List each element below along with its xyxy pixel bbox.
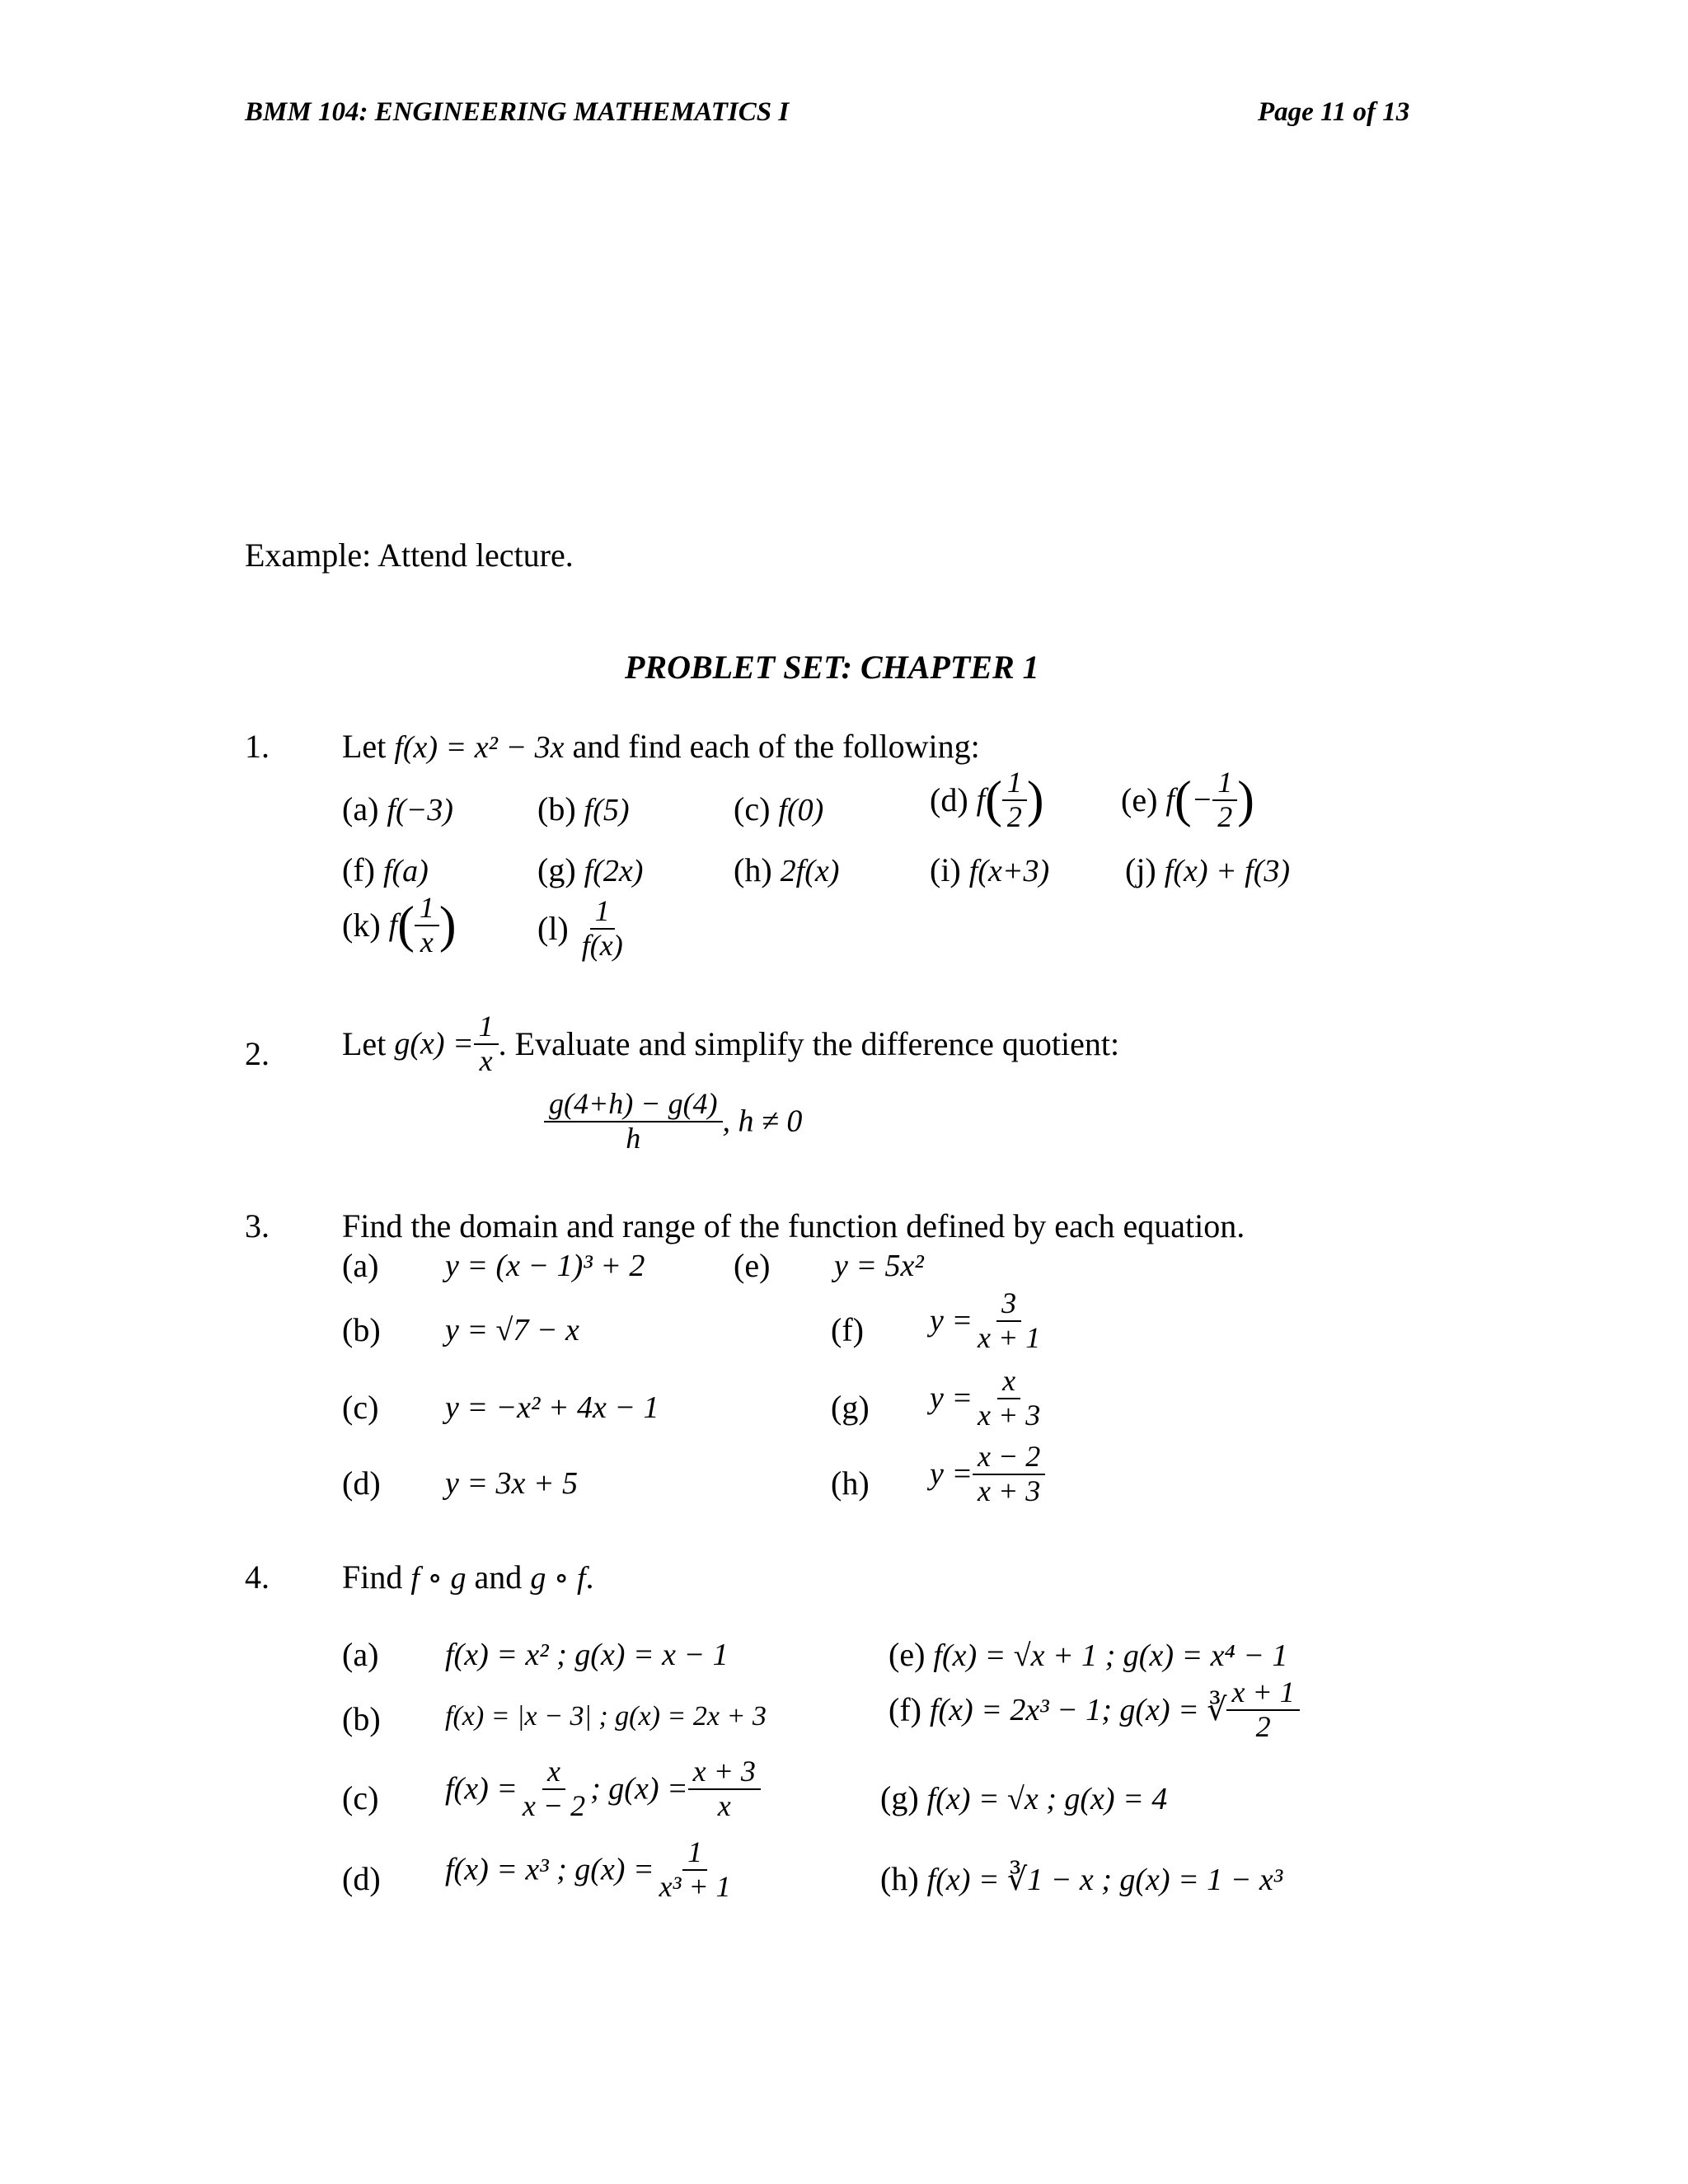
- q4-item-d-expr: f(x) = x³ ; g(x) = $\frac{1}{\text{x³ + 1}}$: [445, 1835, 731, 1903]
- section-title: PROBLET SET: CHAPTER 1: [625, 649, 1039, 686]
- q1-item-i: (i) f(x+3): [930, 851, 1050, 888]
- q3-item-a-expr: y = (x − 1)³ + 2: [445, 1249, 645, 1283]
- q1-function: f(x) = x² − 3x: [394, 730, 565, 765]
- q4-item-f: (f) f(x) = 2x³ − 1; g(x) = ∛ $\frac{x + 1}{2}$: [889, 1676, 1300, 1743]
- q1-prefix: Let: [342, 728, 387, 765]
- q4-item-d-label: (d): [342, 1860, 381, 1897]
- question-1-stem: [342, 727, 980, 766]
- q3-item-a-label: (a): [342, 1247, 379, 1284]
- question-3-stem: Find the domain and range of the function defined by each equation.: [342, 1207, 1245, 1244]
- q4-item-b-expr: f(x) = |x − 3| ; g(x) = 2x + 3: [445, 1701, 767, 1732]
- q3-item-b-label: (b): [342, 1311, 381, 1348]
- q3-item-d-expr: y = 3x + 5: [445, 1466, 579, 1501]
- q3-item-c-label: (c): [342, 1389, 379, 1426]
- question-2-number: 2.: [245, 1035, 270, 1072]
- q1-item-c: (c) f(0): [734, 790, 824, 827]
- question-3-number: 3.: [245, 1207, 270, 1244]
- question-4-number: 4.: [245, 1558, 270, 1596]
- q4-item-a-label: (a): [342, 1636, 379, 1673]
- header-page-number: Page 11 of 13: [1258, 97, 1410, 127]
- q3-item-h-label: (h): [831, 1465, 870, 1502]
- q1-item-g: (g) f(2x): [537, 851, 644, 888]
- q4-item-h: (h) f(x) = ∛1 − x ; g(x) = 1 − x³: [880, 1860, 1283, 1897]
- q3-item-b-expr: y = √7 − x: [445, 1313, 579, 1347]
- question-4-stem: Find f ∘ g and g ∘ f.: [342, 1558, 594, 1596]
- q3-item-f-label: (f): [831, 1311, 864, 1348]
- q1-item-f: (f) f(a): [342, 851, 429, 888]
- q3-item-h-expr: y = $\frac{x - 2}{x + 3}$: [930, 1441, 1045, 1507]
- q3-item-e-expr: y = 5x²: [834, 1249, 924, 1283]
- q4-item-a-expr: f(x) = x² ; g(x) = x − 1: [445, 1638, 729, 1672]
- example-line: Example: Attend lecture.: [245, 537, 574, 574]
- q1-item-e: (e) f(− $\frac{1}{2}$ ): [1121, 766, 1254, 833]
- q1-item-a: (a) f(−3): [342, 790, 453, 827]
- q1-item-d: (d) f( $\frac{1}{2}$ ): [930, 766, 1044, 833]
- q4-item-b-label: (b): [342, 1700, 381, 1737]
- q4-item-e: (e) f(x) = √x + 1 ; g(x) = x⁴ − 1: [889, 1636, 1288, 1673]
- q3-item-g-label: (g): [831, 1389, 870, 1426]
- q2-difference-quotient: $\frac{g(4+h) - g(4)}{h}$ , h ≠ 0: [544, 1088, 802, 1155]
- q3-item-c-expr: y = −x² + 4x − 1: [445, 1390, 659, 1425]
- q4-item-c-label: (c): [342, 1779, 379, 1816]
- q3-item-f-expr: y = $\frac{3}{x + 1}$: [930, 1286, 1041, 1354]
- q4-item-c-expr: f(x) = $\frac{x}{x - 2}$ ; g(x) = $\frac{x + 3}{x}$: [445, 1755, 761, 1822]
- q1-item-h: (h) 2f(x): [734, 851, 840, 888]
- q3-item-g-expr: y = $\frac{x}{x + 3}$: [930, 1364, 1041, 1432]
- q1-item-j: (j) f(x) + f(3): [1125, 851, 1291, 888]
- header-course-title: BMM 104: ENGINEERING MATHEMATICS I: [245, 97, 790, 127]
- q3-item-d-label: (d): [342, 1465, 381, 1502]
- q1-suffix: and find each of the following:: [572, 728, 980, 765]
- question-1-number: 1.: [245, 728, 270, 765]
- q3-item-e-label: (e): [734, 1247, 771, 1284]
- q1-item-k: (k) f( $\frac{1}{x}$ ): [342, 891, 457, 958]
- q4-item-g: (g) f(x) = √x ; g(x) = 4: [880, 1779, 1168, 1816]
- question-2-stem: Let g(x) = $\frac{1}{x}$ . Evaluate and simplify the difference quotient:: [342, 1010, 1120, 1077]
- q1-item-l: (l) $\frac{1}{f(x)}$: [537, 894, 623, 962]
- q1-item-b: (b) f(5): [537, 790, 630, 827]
